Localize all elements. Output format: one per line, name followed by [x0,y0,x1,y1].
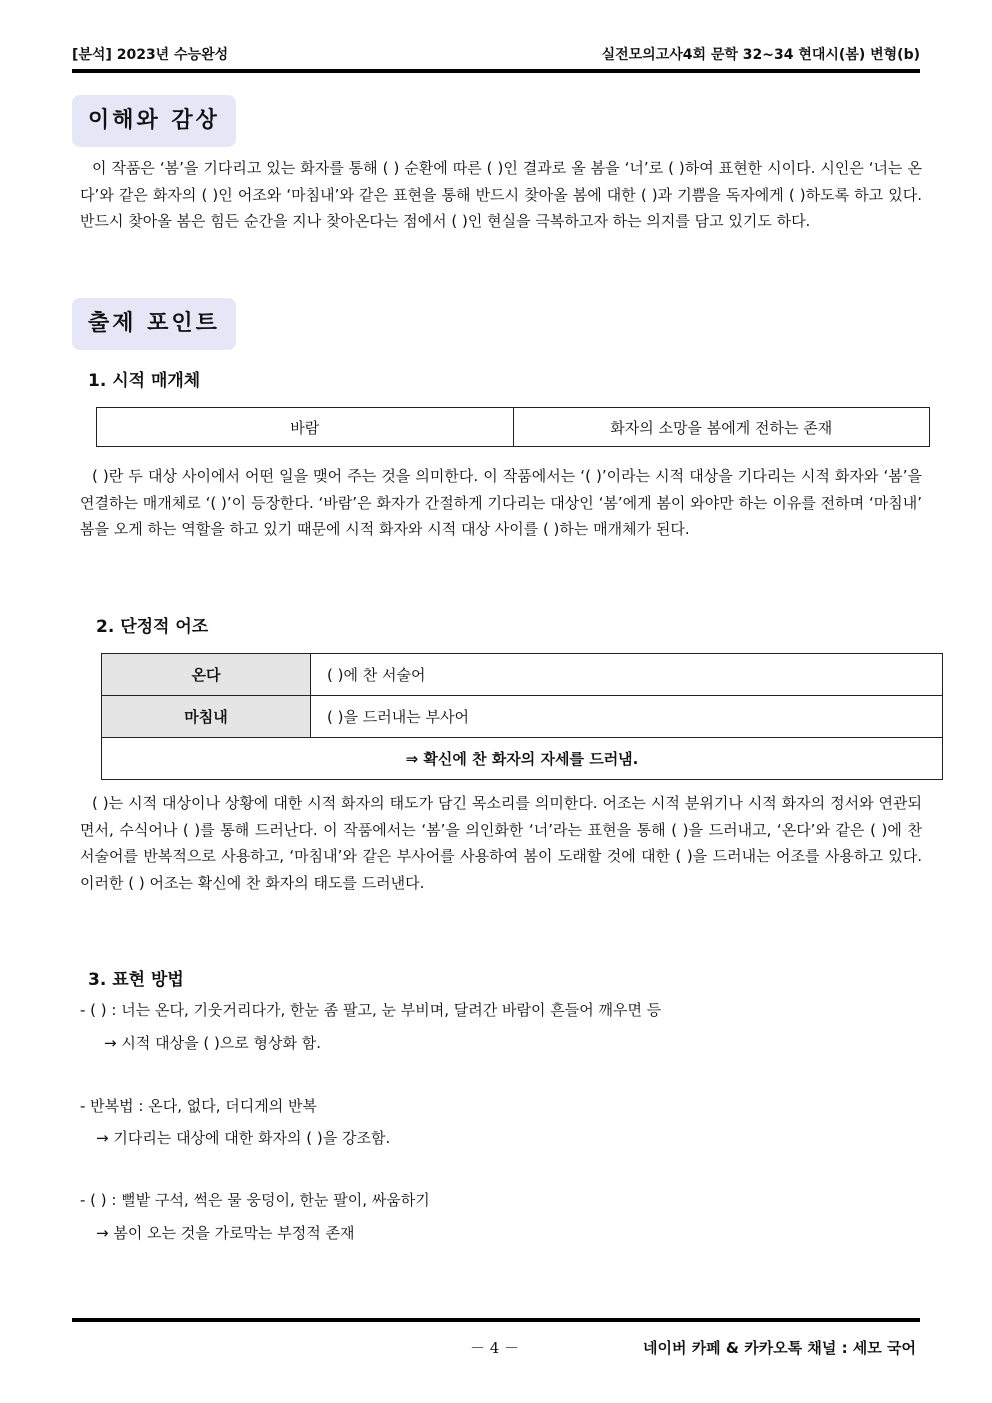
section-title-understanding: 이해와 감상 [72,95,236,147]
footer-divider [72,1318,920,1322]
section1-paragraph [80,155,922,235]
point3-item-line: - ( ) : 뻘밭 구석, 썩은 물 웅덩이, 한눈 팔이, 싸움하기 [80,1191,430,1209]
table-row [102,696,943,738]
page-number: － 4 － [470,1339,520,1357]
header-left: [분석] 2023년 수능완성 [72,47,229,63]
point1-heading: 1. 시적 매개체 [88,371,201,391]
point3-item-line: - 반복법 : 온다, 없다, 더디게의 반복 [80,1097,317,1115]
point2-heading: 2. 단정적 어조 [96,617,209,637]
header-divider [72,69,920,73]
row-value: ( )에 찬 서술어 [311,654,943,696]
table-row [102,738,943,780]
point2-table [101,653,943,780]
footer-channel: 네이버 카페 & 카카오톡 채널 : 세모 국어 [643,1339,916,1357]
header-right: 실전모의고사4회 문학 32~34 현대시(봄) 변형(b) [601,47,920,63]
point1-table-left: 바람 [97,408,514,447]
point2-result: ⇒ 확신에 찬 화자의 자세를 드러냄. [102,738,943,780]
point2-text: ( )는 시적 대상이나 상황에 대한 시적 화자의 태도가 담긴 목소리를 의미한다. 어조는 시적 분위기나 시적 화자의 정서와 연관되면서, 수식어나 ( )를 통해 드러난다. 이 작품에서는 ‘봄’을 의인화한 ‘너’라는 표현을 통해 ( )을 드러내고, ‘온다’와 같은 ( )에 찬 서술어를 반복적으로 사용하고, ‘마침내’와 같은 부사어를 사용하여 봄이 도래할 것에 대한 ( )을 드러내는 어조를 사용하고 있다. 이러한 ( ) 어조는 확신에 찬 화자의 태도를 드러낸다. [80,794,922,892]
point3-item-sub: → 기다리는 대상에 대한 화자의 ( )을 강조함. [96,1129,391,1147]
section-title-points: 출제 포인트 [72,298,236,350]
point1-table-right: 화자의 소망을 봄에게 전하는 존재 [513,408,930,447]
row-key: 온다 [102,654,311,696]
point2-paragraph [80,790,922,896]
section1-text: 이 작품은 ‘봄’을 기다리고 있는 화자를 통해 ( ) 순환에 따른 ( )인 결과로 올 봄을 ‘너’로 ( )하여 표현한 시이다. 시인은 ‘너는 온다’와 같은 화자의 ( )인 어조와 ‘마침내’와 같은 표현을 통해 반드시 찾아올 봄에 대한 ( )과 기쁨을 독자에게 ( )하도록 하고 있다. 반드시 찾아올 봄은 힘든 순간을 지나 찾아온다는 점에서 ( )인 현실을 극복하고자 하는 의지를 담고 있기도 하다. [80,159,922,230]
point1-paragraph [80,463,922,543]
table-row [102,654,943,696]
point3-item-sub: → 시적 대상을 ( )으로 형상화 함. [104,1034,322,1052]
point3-item-sub: → 봄이 오는 것을 가로막는 부정적 존재 [96,1224,355,1242]
point1-text: ( )란 두 대상 사이에서 어떤 일을 맺어 주는 것을 의미한다. 이 작품에서는 ‘( )’이라는 시적 대상을 기다리는 시적 화자와 ‘봄’을 연결하는 매개체로 ‘( )’이 등장한다. ‘바람’은 화자가 간절하게 기다리는 대상인 ‘봄’에게 봄이 와야만 하는 이유를 전하며 ‘마침내’ 봄을 오게 하는 역할을 하고 있기 때문에 시적 화자와 시적 대상 사이를 ( )하는 매개체가 된다. [80,467,922,538]
point3-item-line: - ( ) : 너는 온다, 기웃거리다가, 한눈 좀 팔고, 눈 부비며, 달려간 바람이 흔들어 깨우면 등 [80,1001,662,1019]
row-value: ( )을 드러내는 부사어 [311,696,943,738]
point1-table [96,407,930,447]
row-key: 마침내 [102,696,311,738]
point3-heading: 3. 표현 방법 [88,970,184,990]
